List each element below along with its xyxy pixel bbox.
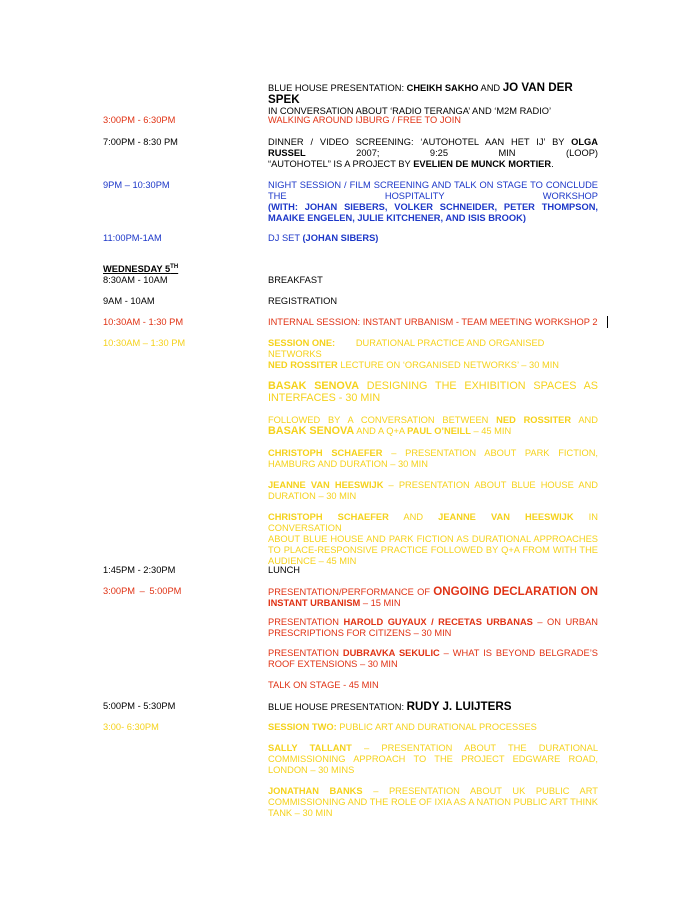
- plain-text: – PRESENTATION ABOUT UK PUBLIC ART: [362, 786, 598, 796]
- schedule-description: [268, 380, 598, 404]
- emphasis-text: DESIGNING THE EXHIBITION SPACES AS: [359, 380, 598, 392]
- description-line: [268, 202, 598, 213]
- emphasis-text: BASAK SENOVA: [268, 380, 359, 392]
- plain-text: COMMISSIONING APPROACH TO THE PROJECT EDGWARE ROAD,: [268, 754, 598, 764]
- schedule-time: 5:00PM - 5:30PM: [103, 701, 176, 711]
- emphasis-text: NED ROSSITER: [268, 360, 338, 370]
- schedule-description: [268, 743, 598, 776]
- description-line: [268, 148, 598, 159]
- plain-text: PRESENTATION: [268, 617, 344, 627]
- description-line: [268, 754, 598, 765]
- description-line: [268, 233, 598, 244]
- schedule-time: 3:00PM - 6:30PM: [103, 115, 176, 125]
- emphasis-text: SESSION TWO:: [268, 722, 337, 732]
- description-line: [268, 115, 598, 126]
- description-line: [268, 137, 598, 148]
- description-line: [268, 722, 598, 733]
- plain-text: IN CONVERSATION: [268, 512, 601, 533]
- emphasis-text: INTERFACES - 30 MIN: [268, 392, 381, 404]
- schedule-description: [268, 415, 598, 437]
- plain-text: AND: [388, 512, 439, 522]
- description-line: [268, 512, 601, 534]
- schedule-description: [268, 317, 598, 328]
- emphasis-text: CHRISTOPH SCHAEFER: [268, 512, 389, 522]
- plain-text: TALK ON STAGE - 45 MIN: [268, 680, 379, 690]
- plain-text: FOLLOWED BY A CONVERSATION BETWEEN: [268, 415, 497, 425]
- description-line: [268, 534, 598, 545]
- plain-text: – PRESENTATION ABOUT BLUE HOUSE AND: [383, 480, 598, 490]
- schedule-description: [268, 565, 598, 576]
- emphasis-text: JEANNE VAN HEESWIJK: [268, 480, 384, 490]
- plain-text: DJ SET: [268, 233, 303, 243]
- plain-text: – WHAT IS BEYOND BELGRADE’S: [439, 648, 598, 658]
- description-line: [268, 360, 598, 371]
- plain-text: TANK – 30 MIN: [268, 808, 333, 818]
- schedule-description: [268, 338, 598, 360]
- description-line: [268, 191, 598, 202]
- emphasis-text: OLGA: [571, 137, 598, 147]
- schedule-time: 8:30AM - 10AM: [103, 275, 168, 285]
- description-line: [268, 82, 598, 106]
- schedule-description: [268, 701, 598, 713]
- description-line: [268, 617, 598, 628]
- emphasis-text: JEANNE VAN HEESWIJK: [438, 512, 574, 522]
- emphasis-text: MAAIKE ENGELEN, JULIE KITCHENER, AND ISIS BROOK): [268, 213, 526, 223]
- plain-text: PRESENTATION/PERFORMANCE OF: [268, 587, 434, 597]
- schedule-description: [268, 115, 598, 126]
- description-line: [268, 786, 598, 797]
- plain-text: BREAKFAST: [268, 275, 323, 285]
- emphasis-text: RUSSEL: [268, 148, 306, 158]
- emphasis-text: INSTANT URBANISM: [268, 598, 361, 608]
- emphasis-text: JONATHAN BANKS: [268, 786, 363, 796]
- emphasis-text: ONGOING DECLARATION ON: [433, 585, 598, 598]
- plain-text: COMMISSIONING AND THE ROLE OF IXIA AS A NATION PUBLIC ART THINK: [268, 797, 598, 807]
- description-line: [268, 586, 598, 598]
- description-line: [268, 797, 598, 808]
- emphasis-text: SALLY TALLANT: [268, 743, 352, 753]
- emphasis-text: EVELIEN DE MUNCK MORTIER: [413, 159, 552, 169]
- plain-text: 2007; 9:25 MIN (LOOP): [305, 148, 598, 158]
- plain-text: – ON URBAN: [532, 617, 598, 627]
- description-line: [268, 545, 598, 556]
- plain-text: LUNCH: [268, 565, 301, 575]
- description-line: [268, 659, 598, 670]
- schedule-description: [268, 137, 598, 170]
- plain-text: AND: [478, 83, 503, 93]
- emphasis-text: (WITH: JOHAN SIEBERS, VOLKER SCHNEIDER, PETER THOMPSON,: [268, 202, 598, 212]
- plain-text: DURATIONAL PRACTICE AND ORGANISED NETWORKS: [268, 338, 547, 359]
- plain-text: WALKING AROUND IJBURG / FREE TO JOIN: [268, 115, 462, 125]
- emphasis-text: PAUL O’NEILL: [407, 426, 471, 436]
- plain-text: BLUE HOUSE PRESENTATION:: [268, 702, 407, 712]
- schedule-description: [268, 617, 598, 639]
- plain-text: ABOUT BLUE HOUSE AND PARK FICTION AS DURATIONAL APPROACHES: [268, 534, 598, 544]
- description-line: [268, 426, 598, 437]
- schedule-description: [268, 180, 598, 224]
- day-heading: [103, 264, 178, 275]
- schedule-description: [268, 722, 598, 733]
- plain-text: .: [551, 159, 554, 169]
- schedule-description: [268, 480, 598, 502]
- text-cursor: [607, 316, 608, 328]
- plain-text: THE HOSPITALITY WORKSHOP: [268, 191, 598, 201]
- plain-text: ROOF EXTENSIONS – 30 MIN: [268, 659, 398, 669]
- plain-text: HAMBURG AND DURATION – 30 MIN: [268, 459, 428, 469]
- schedule-time: 1:45PM - 2:30PM: [103, 565, 176, 575]
- plain-text: – 15 MIN: [360, 598, 401, 608]
- plain-text: TO PLACE-RESPONSIVE PRACTICE FOLLOWED BY Q+A FROM WITH THE: [268, 545, 598, 555]
- plain-text: AND A Q+A: [354, 426, 408, 436]
- schedule-description: [268, 786, 598, 819]
- description-line: [268, 338, 598, 360]
- schedule-description: [268, 233, 598, 244]
- day-heading-text: WEDNESDAY 5: [103, 264, 171, 274]
- description-line: [268, 598, 598, 609]
- plain-text: NIGHT SESSION / FILM SCREENING AND TALK ON STAGE TO CONCLUDE: [268, 180, 598, 190]
- plain-text: PUBLIC ART AND DURATIONAL PROCESSES: [336, 722, 537, 732]
- description-line: [268, 448, 598, 459]
- description-line: [268, 491, 598, 502]
- day-heading-suffix: TH: [170, 264, 179, 270]
- plain-text: REGISTRATION: [268, 296, 338, 306]
- emphasis-text: CHEIKH SAKHO: [406, 83, 479, 93]
- description-line: [268, 743, 598, 754]
- plain-text: AUDIENCE – 45 MIN: [268, 556, 357, 566]
- plain-text: BLUE HOUSE PRESENTATION:: [268, 83, 407, 93]
- description-line: [268, 648, 598, 659]
- schedule-time: 7:00PM - 8:30 PM: [103, 137, 178, 147]
- plain-text: – PRESENTATION ABOUT PARK FICTION,: [382, 448, 598, 458]
- schedule-description: [268, 275, 598, 286]
- emphasis-text: (JOHAN SIBERS): [302, 233, 379, 243]
- schedule-time: 3:00PM – 5:00PM: [103, 586, 182, 596]
- description-line: [268, 765, 598, 776]
- description-line: [268, 701, 598, 713]
- schedule-time: 10:30AM – 1:30 PM: [103, 338, 186, 348]
- plain-text: IN CONVERSATION ABOUT ‘RADIO TERANGA’ AND ‘M2M RADIO’: [268, 106, 552, 116]
- schedule-time: 10:30AM - 1:30 PM: [103, 317, 184, 327]
- plain-text: DINNER / VIDEO SCREENING: ‘AUTOHOTEL AAN HET IJ’ BY: [268, 137, 572, 147]
- schedule-time: 11:00PM-1AM: [103, 233, 162, 243]
- description-line: [268, 565, 598, 576]
- emphasis-text: DUBRAVKA SEKULIC: [342, 648, 440, 658]
- plain-text: PRESENTATION: [268, 648, 343, 658]
- schedule-description: [268, 586, 598, 609]
- description-line: [268, 317, 598, 328]
- plain-text: – 45 MIN: [470, 426, 512, 436]
- emphasis-text: CHRISTOPH SCHAEFER: [268, 448, 383, 458]
- plain-text: INTERNAL SESSION: INSTANT URBANISM - TEAM MEETING WORKSHOP 2: [268, 317, 598, 327]
- description-line: [268, 159, 598, 170]
- schedule-description: [268, 360, 598, 371]
- description-line: [268, 180, 598, 191]
- schedule-description: [268, 448, 598, 470]
- plain-text: LONDON – 30 MINS: [268, 765, 355, 775]
- description-line: [268, 680, 598, 691]
- description-line: [268, 459, 598, 470]
- description-line: [268, 480, 598, 491]
- plain-text: PRESCRIPTIONS FOR CITIZENS – 30 MIN: [268, 628, 452, 638]
- emphasis-text: HAROLD GUYAUX / RECETAS URBANAS: [343, 617, 533, 627]
- schedule-description: [268, 512, 601, 567]
- schedule-time: 9PM – 10:30PM: [103, 180, 170, 190]
- plain-text: LECTURE ON ‘ORGANISED NETWORKS’ – 30 MIN: [337, 360, 560, 370]
- emphasis-text: BASAK SENOVA: [268, 425, 355, 437]
- description-line: [268, 213, 598, 224]
- schedule-description: [268, 680, 598, 691]
- description-line: [268, 275, 598, 286]
- emphasis-text: NED ROSSITER: [496, 415, 572, 425]
- schedule-time: 3:00- 6:30PM: [103, 722, 159, 732]
- emphasis-text: RUDY J. LUIJTERS: [406, 700, 512, 713]
- description-line: [268, 296, 598, 307]
- plain-text: “AUTOHOTEL” IS A PROJECT BY: [268, 159, 414, 169]
- schedule-time: 9AM - 10AM: [103, 296, 155, 306]
- description-line: [268, 808, 598, 819]
- plain-text: – PRESENTATION ABOUT THE DURATIONAL: [351, 743, 599, 753]
- emphasis-text: JO VAN DER SPEK: [268, 81, 576, 106]
- description-line: [268, 628, 598, 639]
- schedule-description: [268, 648, 598, 670]
- plain-text: DURATION – 30 MIN: [268, 491, 357, 501]
- plain-text: AND: [571, 415, 598, 425]
- description-line: [268, 380, 598, 392]
- schedule-description: [268, 82, 598, 117]
- schedule-description: [268, 296, 598, 307]
- description-line: [268, 392, 598, 404]
- emphasis-text: SESSION ONE:: [268, 338, 336, 348]
